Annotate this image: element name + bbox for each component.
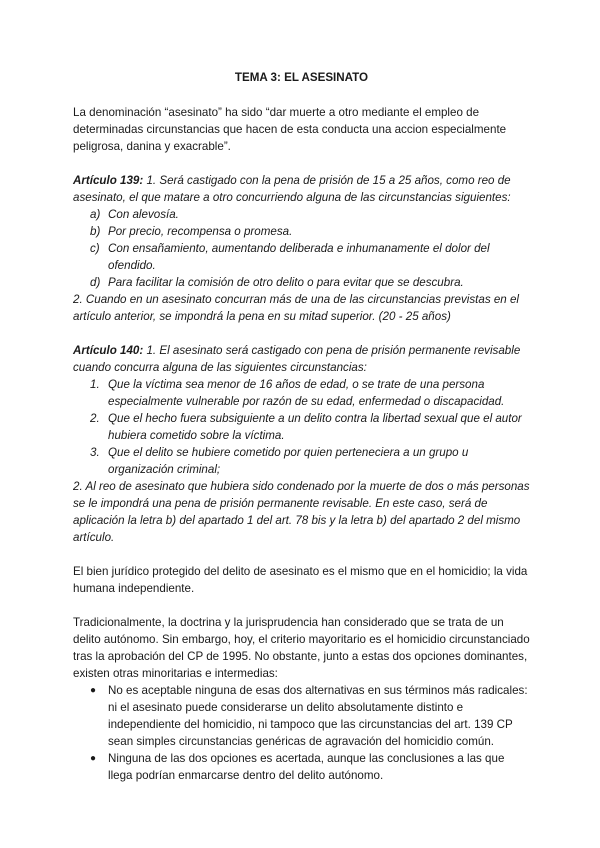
tradicion-paragraph: Tradicionalmente, la doctrina y la jurisprudencia han considerado que se trata de un delito autónomo. Sin embargo, hoy, el criterio mayoritario es el homicidio circunstanciado tras la aprobación del CP de 1995. No obstante, junto a estas dos opciones dominantes, existen otras minoritarias e intermedias: — [73, 616, 530, 680]
list-marker: 1. — [90, 378, 100, 391]
list-item-text: Por precio, recompensa o promesa. — [108, 225, 293, 238]
list-item — [73, 240, 530, 274]
list-item — [73, 410, 530, 444]
intro-paragraph: La denominación “asesinato” ha sido “dar muerte a otro mediante el empleo de determinadas circunstancias que hacen de esta conducta una accion especialmente peligrosa, danina y exacrable”. — [73, 106, 507, 153]
article-140-label: Artículo 140: — [73, 344, 144, 357]
bullet-icon: ● — [90, 685, 97, 696]
list-marker: 2. — [90, 412, 100, 425]
tradicion-bullet-list — [73, 682, 530, 784]
list-item-text: Que el hecho fuera subsiguiente a un delito contra la libertad sexual que el autor hubiera cometido sobre la víctima. — [108, 412, 522, 442]
article-140-list — [73, 376, 530, 478]
list-item — [73, 444, 530, 478]
article-140 — [73, 342, 530, 546]
article-139-label: Artículo 139: — [73, 174, 144, 187]
list-item-text: Para facilitar la comisión de otro delito o para evitar que se descubra. — [108, 276, 464, 289]
list-item-text: No es aceptable ninguna de esas dos alternativas en sus términos más radicales: ni el asesinato puede considerarse un delito absolutamente distinto e independiente del homicidio, ni tampoco que las circunstancias del art. 139 CP sean simples circunstancias genéricas de agravación del homicidio común. — [108, 684, 528, 748]
list-item-text: Ninguna de las dos opciones es acertada, aunque las conclusiones a las que llega podrían enmarcarse dentro del delito autónomo. — [108, 752, 505, 782]
list-item-text: Que la víctima sea menor de 16 años de edad, o se trate de una persona especialmente vulnerable por razón de su edad, enfermedad o discapacidad. — [108, 378, 505, 408]
article-140-paragraph-1 — [73, 342, 530, 376]
article-139-paragraph-1 — [73, 172, 530, 206]
list-item — [73, 206, 530, 223]
article-139-paragraph-2: 2. Cuando en un asesinato concurran más de una de las circunstancias previstas en el artículo anterior, se impondrá la pena en su mitad superior. (20 - 25 años) — [73, 293, 519, 323]
list-item — [73, 223, 530, 240]
bullet-icon: ● — [90, 753, 97, 764]
page-title: TEMA 3: EL ASESINATO — [234, 71, 369, 84]
tradicion-section — [73, 614, 530, 784]
list-item — [73, 376, 530, 410]
list-marker: 3. — [90, 446, 100, 459]
article-139-list — [73, 206, 530, 291]
list-item — [73, 274, 530, 291]
list-marker: c) — [90, 242, 100, 255]
list-marker: b) — [90, 225, 101, 238]
list-item-text: Con alevosía. — [108, 208, 179, 221]
list-marker: a) — [90, 208, 101, 221]
article-140-paragraph-2: 2. Al reo de asesinato que hubiera sido condenado por la muerte de dos o más personas se le impondrá una pena de prisión permanente revisable. En este caso, será de aplicación la letra b) del apartado 1 del art. 78 bis y la letra b) del apartado 2 del mismo artículo. — [73, 480, 530, 544]
article-140-text-1: 1. El asesinato será castigado con pena de prisión permanente revisable cuando concurra alguna de las siguientes circunstancias: — [73, 344, 521, 374]
list-item-text: Que el delito se hubiere cometido por quien perteneciera a un grupo u organización criminal; — [108, 446, 469, 476]
list-marker: d) — [90, 276, 101, 289]
list-item-text: Con ensañamiento, aumentando deliberada e inhumanamente el dolor del ofendido. — [108, 242, 490, 272]
article-139 — [73, 172, 530, 325]
list-item — [73, 750, 530, 784]
article-139-text-1: 1. Será castigado con la pena de prisión de 15 a 25 años, como reo de asesinato, el que matare a otro concurriendo alguna de las circunstancias siguientes: — [73, 174, 511, 204]
list-item — [73, 682, 530, 750]
bien-juridico-paragraph: El bien jurídico protegido del delito de asesinato es el mismo que en el homicidio; la vida humana independiente. — [73, 565, 528, 595]
